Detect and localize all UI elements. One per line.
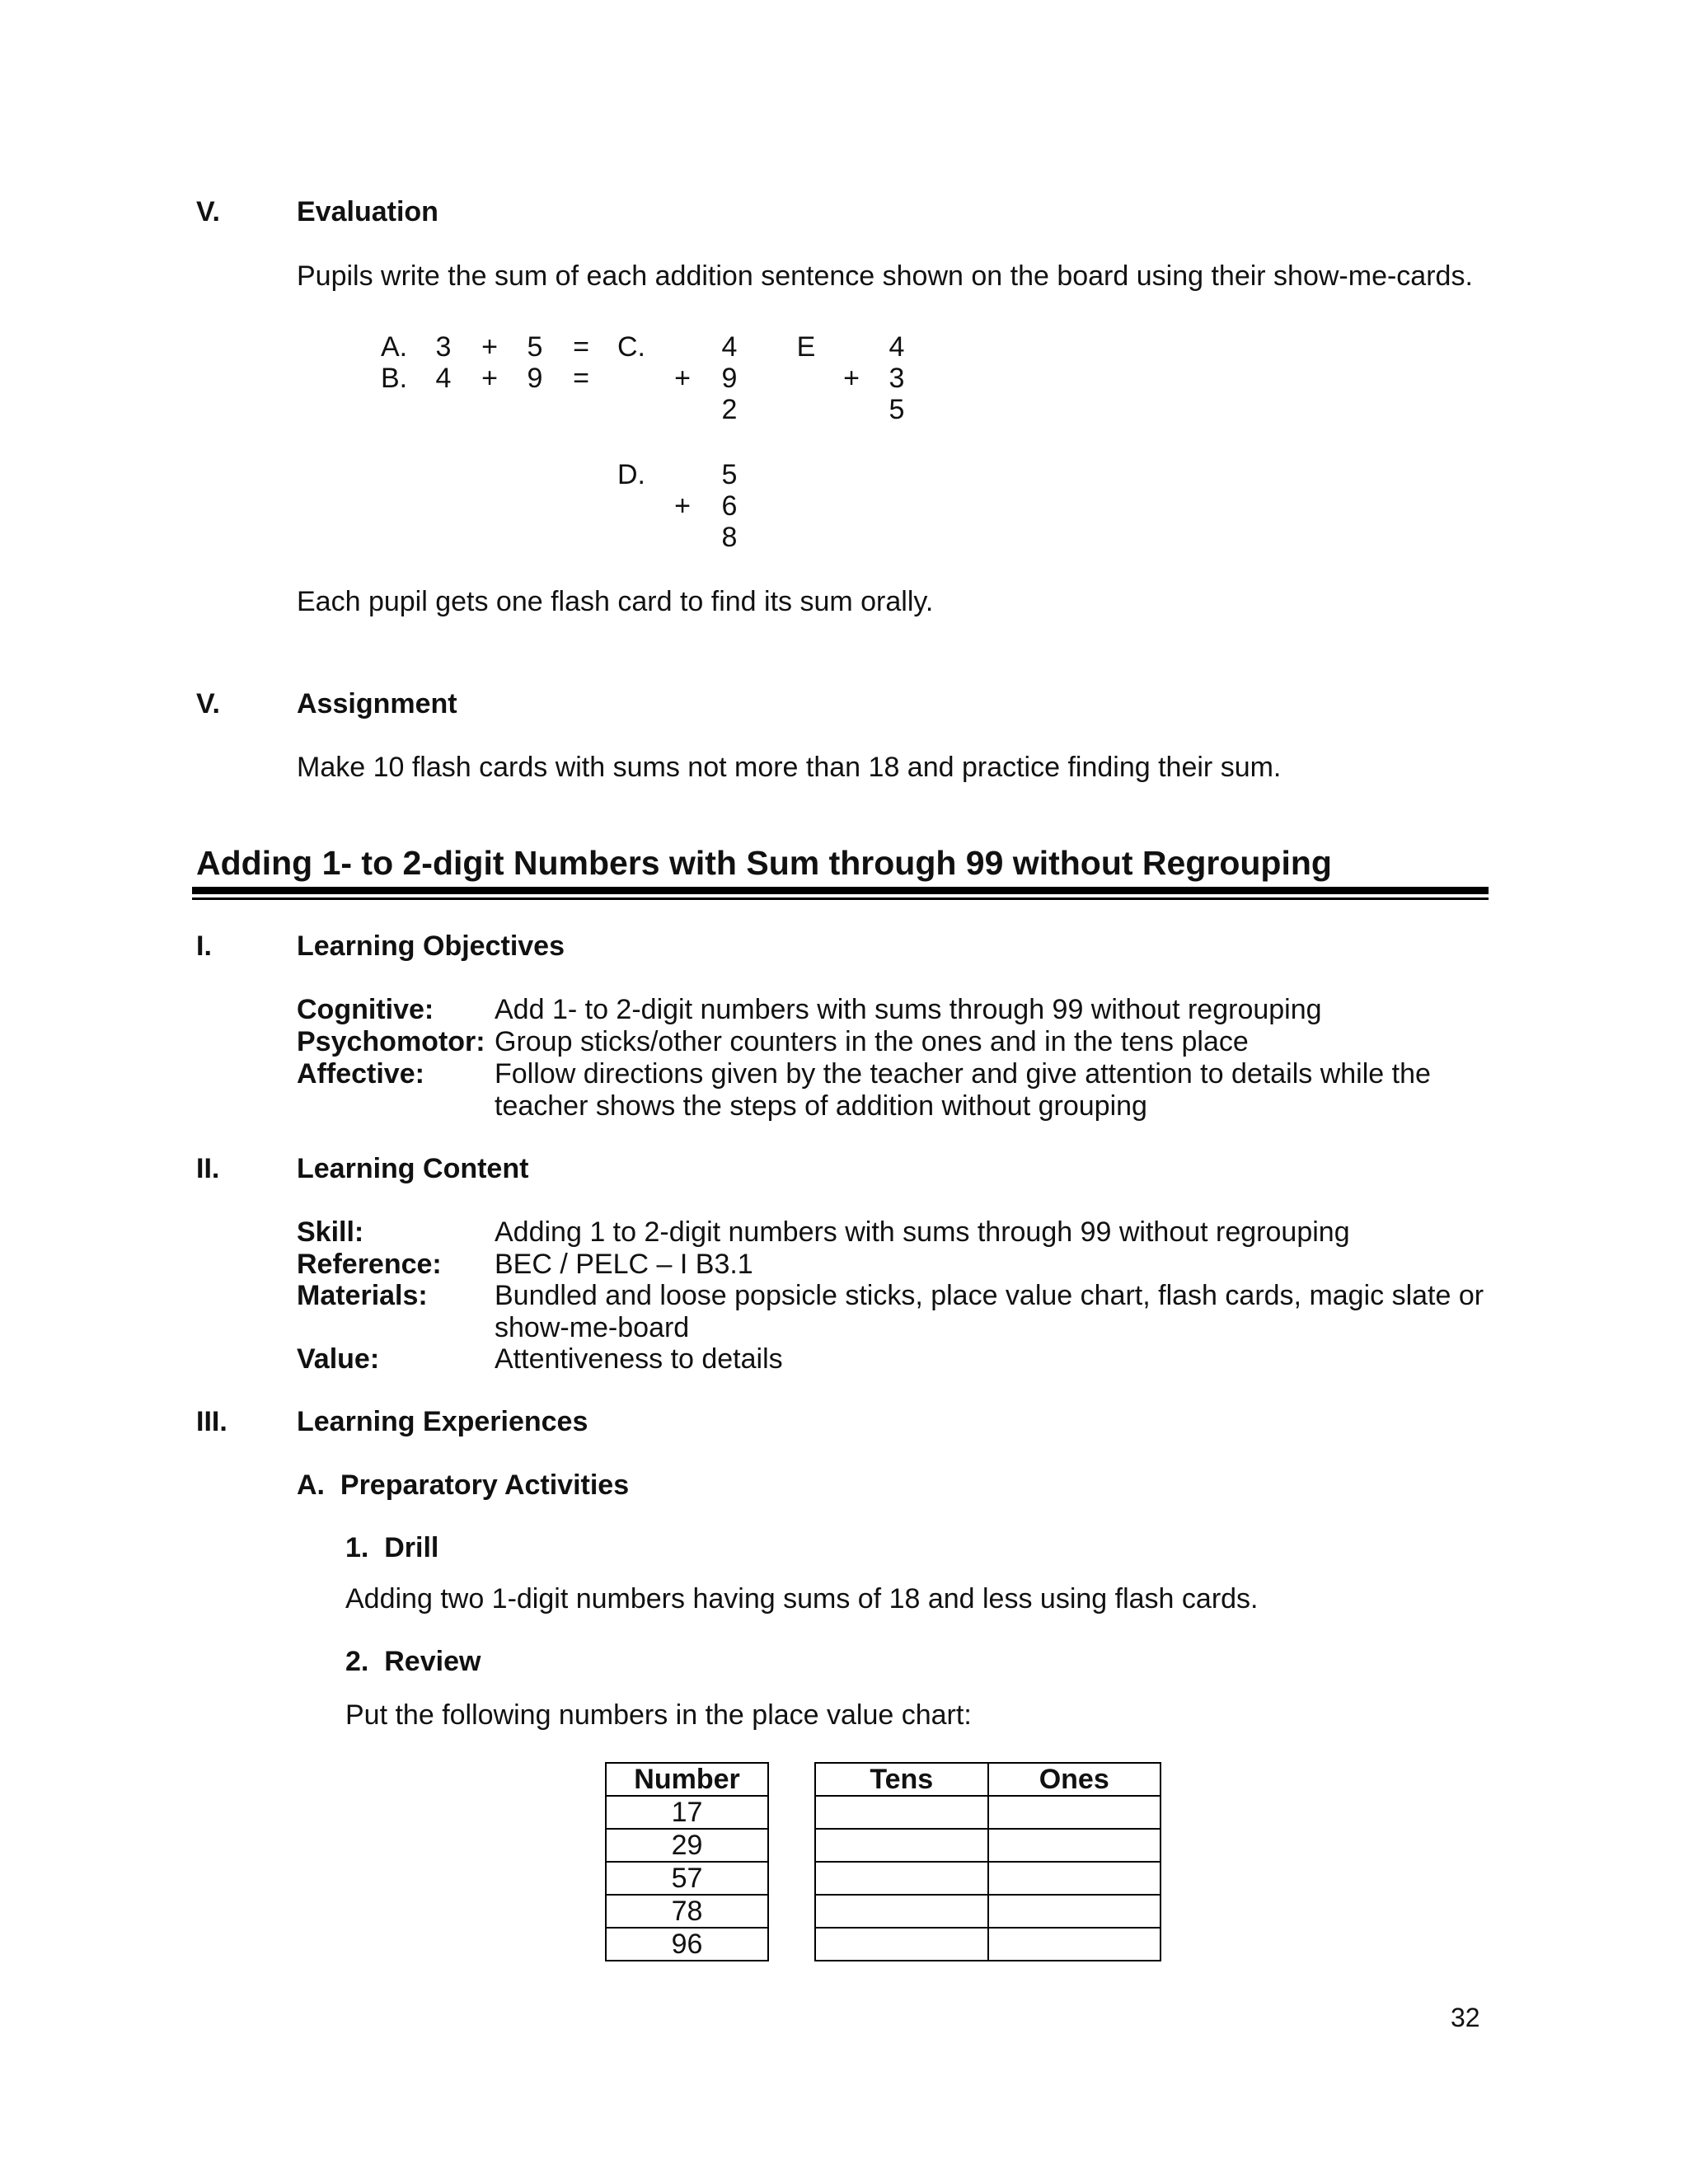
tens-cell bbox=[815, 1829, 988, 1862]
table-row bbox=[815, 1862, 1160, 1895]
affective-text-line1: Follow directions given by the teacher and give attention to details while the bbox=[495, 1058, 1431, 1090]
table-row: 96 bbox=[606, 1928, 768, 1961]
skill-text: Adding 1 to 2-digit numbers with sums through 99 without regrouping bbox=[495, 1216, 1350, 1248]
section-numeral: V. bbox=[196, 688, 221, 719]
reference-label: Reference: bbox=[297, 1249, 442, 1280]
lesson-title: Adding 1- to 2-digit Numbers with Sum through 99 without Regrouping bbox=[196, 844, 1332, 882]
ones-cell bbox=[988, 1928, 1161, 1961]
materials-text-line2: show-me-board bbox=[495, 1312, 690, 1343]
materials-label: Materials: bbox=[297, 1280, 428, 1311]
affective-text-line2: teacher shows the steps of addition without grouping bbox=[495, 1090, 1147, 1122]
tens-cell bbox=[815, 1862, 988, 1895]
table-row: 17 bbox=[606, 1796, 768, 1829]
psychomotor-label: Psychomotor: bbox=[297, 1026, 485, 1057]
tens-column-header: Tens bbox=[815, 1763, 988, 1796]
section-numeral: III. bbox=[196, 1406, 227, 1437]
title-rule-thin bbox=[192, 898, 1489, 900]
preparatory-activities-heading: A. Preparatory Activities bbox=[297, 1469, 630, 1501]
section-heading-experiences: Learning Experiences bbox=[297, 1406, 588, 1437]
section-numeral: II. bbox=[196, 1153, 220, 1184]
table-row: 78 bbox=[606, 1895, 768, 1928]
title-rule-thick bbox=[192, 887, 1489, 894]
assignment-text: Make 10 flash cards with sums not more than 18 and practice finding their sum. bbox=[297, 752, 1282, 783]
table-row: 57 bbox=[606, 1862, 768, 1895]
cognitive-text: Add 1- to 2-digit numbers with sums through 99 without regrouping bbox=[495, 994, 1322, 1025]
psychomotor-text: Group sticks/other counters in the ones and in the tens place bbox=[495, 1026, 1249, 1057]
skill-label: Skill: bbox=[297, 1216, 364, 1248]
affective-label: Affective: bbox=[297, 1058, 424, 1090]
tens-cell bbox=[815, 1895, 988, 1928]
review-heading: 2. Review bbox=[345, 1646, 481, 1677]
tens-cell bbox=[815, 1796, 988, 1829]
place-value-table bbox=[814, 1762, 1161, 1961]
evaluation-closing: Each pupil gets one flash card to find its sum orally. bbox=[297, 586, 934, 617]
table-row bbox=[815, 1895, 1160, 1928]
section-numeral: I. bbox=[196, 930, 212, 962]
review-text: Put the following numbers in the place value chart: bbox=[345, 1699, 972, 1731]
section-heading-assignment: Assignment bbox=[297, 688, 457, 719]
table-row bbox=[815, 1796, 1160, 1829]
ones-cell bbox=[988, 1796, 1161, 1829]
table-row: 29 bbox=[606, 1829, 768, 1862]
tens-cell bbox=[815, 1928, 988, 1961]
drill-heading: 1. Drill bbox=[345, 1532, 439, 1563]
table-row bbox=[815, 1928, 1160, 1961]
page-number: 32 bbox=[1451, 2003, 1480, 2032]
section-numeral: V. bbox=[196, 196, 221, 227]
ones-cell bbox=[988, 1862, 1161, 1895]
ones-cell bbox=[988, 1895, 1161, 1928]
value-text: Attentiveness to details bbox=[495, 1343, 783, 1375]
value-label: Value: bbox=[297, 1343, 380, 1375]
evaluation-instruction: Pupils write the sum of each addition sentence shown on the board using their show-me-cards. bbox=[297, 260, 1473, 292]
number-table bbox=[605, 1762, 769, 1961]
section-heading-content: Learning Content bbox=[297, 1153, 529, 1184]
table-row bbox=[815, 1829, 1160, 1862]
ones-column-header: Ones bbox=[988, 1763, 1161, 1796]
cognitive-label: Cognitive: bbox=[297, 994, 434, 1025]
ones-cell bbox=[988, 1829, 1161, 1862]
number-column-header: Number bbox=[606, 1763, 768, 1796]
materials-text-line1: Bundled and loose popsicle sticks, place value chart, flash cards, magic slate or bbox=[495, 1280, 1484, 1311]
section-heading-evaluation: Evaluation bbox=[297, 196, 438, 227]
reference-text: BEC / PELC – I B3.1 bbox=[495, 1249, 753, 1280]
drill-text: Adding two 1-digit numbers having sums of 18 and less using flash cards. bbox=[345, 1583, 1259, 1615]
section-heading-objectives: Learning Objectives bbox=[297, 930, 565, 962]
